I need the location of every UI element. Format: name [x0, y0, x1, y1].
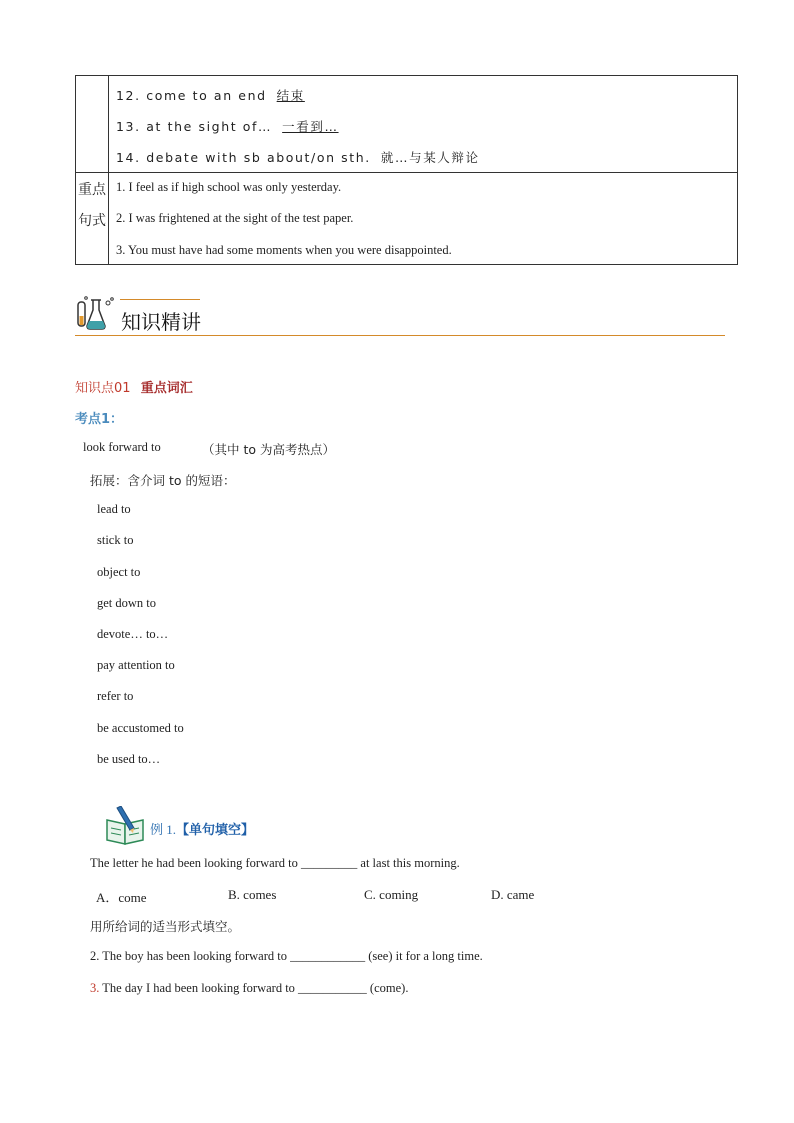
row-label-pattern: 句式 [78, 214, 106, 229]
option-b: B. comes [228, 887, 277, 902]
example-label: 例 1. [150, 822, 177, 837]
knowledge-point-heading [75, 377, 193, 396]
option-d: D. came [491, 887, 535, 902]
header-accent-rule [120, 299, 200, 300]
phrase-row-13 [116, 117, 339, 135]
main-phrase-note: （其中 to 为高考热点） [202, 442, 335, 457]
flask-icon [76, 296, 116, 332]
book-pen-icon [104, 806, 148, 846]
phrase-meaning: 一看到… [282, 119, 339, 134]
summary-table [75, 75, 738, 265]
question-3-text: The day I had been looking forward to ___________ (come). [99, 981, 409, 995]
expand-item: be used to… [97, 752, 161, 766]
row-label-key: 重点 [78, 183, 106, 198]
expand-label: 拓展：含介词 to 的短语： [90, 473, 236, 488]
expand-item: refer to [97, 689, 134, 703]
table-divider-horizontal [76, 172, 737, 173]
phrase-row-12 [116, 86, 305, 104]
expand-item: object to [97, 565, 141, 579]
phrase-meaning: 结束 [276, 88, 305, 103]
table-divider-vertical [108, 76, 109, 264]
phrase-row-14 [116, 148, 480, 166]
key-sentence-1: 1. I feel as if high school was only yesterday. [116, 180, 342, 194]
expand-item: stick to [97, 533, 134, 547]
expand-item: lead to [97, 502, 131, 516]
exam-point-label: 考点1： [75, 412, 124, 427]
question-3-number: 3. [90, 981, 100, 995]
expand-item: devote… to… [97, 627, 169, 641]
phrase-text: 13. at the sight of… [116, 119, 273, 134]
question-3 [90, 981, 408, 996]
example-type: 【单句填空】 [176, 823, 255, 838]
key-sentence-2: 2. I was frightened at the sight of the test paper. [116, 211, 354, 225]
option-a: A．come [96, 890, 147, 905]
fill-instruction: 用所给词的适当形式填空。 [90, 919, 241, 934]
section-underline [75, 335, 725, 336]
question-2: 2. The boy has been looking forward to ____________ (see) it for a long time. [90, 949, 483, 963]
expand-item: get down to [97, 596, 157, 610]
key-sentence-3: 3. You must have had some moments when you were disappointed. [116, 243, 452, 257]
knowledge-point-label: 知识点01 [75, 381, 131, 396]
expand-item: be accustomed to [97, 721, 184, 735]
knowledge-point-title: 重点词汇 [140, 381, 193, 396]
example-heading [150, 819, 254, 838]
section-title: 知识精讲 [121, 310, 201, 334]
phrase-text: 12. come to an end [116, 88, 267, 103]
expand-item: pay attention to [97, 658, 175, 672]
main-phrase: look forward to [83, 440, 161, 454]
phrase-text: 14. debate with sb about/on sth. [116, 150, 371, 165]
question-1: The letter he had been looking forward to _________ at last this morning. [90, 856, 460, 870]
phrase-meaning: 就…与某人辩论 [380, 150, 480, 165]
option-c: C. coming [364, 887, 419, 902]
